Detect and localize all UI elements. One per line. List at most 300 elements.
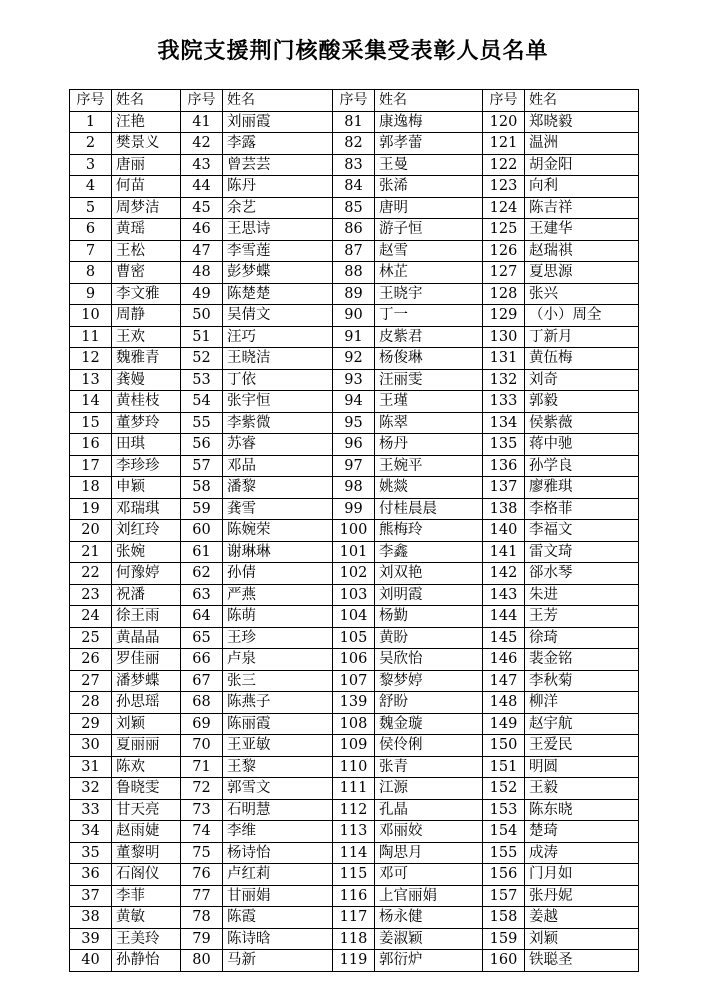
person-name-cell: 孙倩	[223, 563, 333, 585]
person-name-cell: 舒盼	[375, 692, 483, 714]
serial-number-cell: 131	[483, 348, 525, 370]
person-name-cell: 李紫微	[223, 412, 333, 434]
serial-number-cell: 7	[70, 240, 112, 262]
table-row	[70, 584, 639, 606]
serial-number-cell: 55	[181, 412, 223, 434]
serial-number-cell: 25	[70, 627, 112, 649]
header-name: 姓名	[223, 90, 333, 112]
serial-number-cell: 70	[181, 735, 223, 757]
serial-number-cell: 121	[483, 133, 525, 155]
serial-number-cell: 53	[181, 369, 223, 391]
serial-number-cell: 122	[483, 154, 525, 176]
serial-number-cell: 79	[181, 928, 223, 950]
serial-number-cell: 143	[483, 584, 525, 606]
serial-number-cell: 82	[333, 133, 375, 155]
table-row	[70, 563, 639, 585]
serial-number-cell: 158	[483, 907, 525, 929]
person-name-cell: 向利	[525, 176, 639, 198]
person-name-cell: 柳洋	[525, 692, 639, 714]
serial-number-cell: 10	[70, 305, 112, 327]
person-name-cell: 黄瑶	[112, 219, 181, 241]
serial-number-cell: 68	[181, 692, 223, 714]
serial-number-cell: 155	[483, 842, 525, 864]
person-name-cell: 卢泉	[223, 649, 333, 671]
serial-number-cell: 41	[181, 111, 223, 133]
serial-number-cell: 144	[483, 606, 525, 628]
serial-number-cell: 110	[333, 756, 375, 778]
serial-number-cell: 160	[483, 950, 525, 972]
person-name-cell: 杨丹	[375, 434, 483, 456]
person-name-cell: 黄桂枝	[112, 391, 181, 413]
person-name-cell: 严燕	[223, 584, 333, 606]
person-name-cell: 魏金璇	[375, 713, 483, 735]
person-name-cell: 张三	[223, 670, 333, 692]
serial-number-cell: 117	[333, 907, 375, 929]
person-name-cell: 张婉	[112, 541, 181, 563]
serial-number-cell: 139	[333, 692, 375, 714]
person-name-cell: 王曼	[375, 154, 483, 176]
serial-number-cell: 115	[333, 864, 375, 886]
serial-number-cell: 145	[483, 627, 525, 649]
header-name: 姓名	[525, 90, 639, 112]
table-row	[70, 391, 639, 413]
person-name-cell: 何豫婷	[112, 563, 181, 585]
serial-number-cell: 108	[333, 713, 375, 735]
person-name-cell: 吴倩文	[223, 305, 333, 327]
person-name-cell: 黄伍梅	[525, 348, 639, 370]
person-name-cell: 张丹妮	[525, 885, 639, 907]
serial-number-cell: 156	[483, 864, 525, 886]
person-name-cell: 郤水琴	[525, 563, 639, 585]
person-name-cell: 皮紫君	[375, 326, 483, 348]
person-name-cell: 苏睿	[223, 434, 333, 456]
person-name-cell: 王黎	[223, 756, 333, 778]
serial-number-cell: 17	[70, 455, 112, 477]
person-name-cell: 黄盼	[375, 627, 483, 649]
serial-number-cell: 127	[483, 262, 525, 284]
person-name-cell: 汪巧	[223, 326, 333, 348]
person-name-cell: 甘丽娟	[223, 885, 333, 907]
serial-number-cell: 43	[181, 154, 223, 176]
person-name-cell: 裴金铭	[525, 649, 639, 671]
table-row	[70, 111, 639, 133]
serial-number-cell: 42	[181, 133, 223, 155]
person-name-cell: 陶思月	[375, 842, 483, 864]
person-name-cell: 甘天亮	[112, 799, 181, 821]
serial-number-cell: 50	[181, 305, 223, 327]
person-name-cell: 孔晶	[375, 799, 483, 821]
person-name-cell: 陈欢	[112, 756, 181, 778]
serial-number-cell: 29	[70, 713, 112, 735]
serial-number-cell: 89	[333, 283, 375, 305]
serial-number-cell: 118	[333, 928, 375, 950]
person-name-cell: 陈丹	[223, 176, 333, 198]
serial-number-cell: 18	[70, 477, 112, 499]
person-name-cell: 王晓宇	[375, 283, 483, 305]
person-name-cell: 陈翠	[375, 412, 483, 434]
person-name-cell: 陈诗晗	[223, 928, 333, 950]
serial-number-cell: 4	[70, 176, 112, 198]
serial-number-cell: 3	[70, 154, 112, 176]
table-row	[70, 434, 639, 456]
table-row	[70, 133, 639, 155]
serial-number-cell: 27	[70, 670, 112, 692]
serial-number-cell: 33	[70, 799, 112, 821]
person-name-cell: 吴欣怡	[375, 649, 483, 671]
person-name-cell: 刘双艳	[375, 563, 483, 585]
serial-number-cell: 65	[181, 627, 223, 649]
person-name-cell: 李格菲	[525, 498, 639, 520]
serial-number-cell: 62	[181, 563, 223, 585]
person-name-cell: 申颖	[112, 477, 181, 499]
serial-number-cell: 85	[333, 197, 375, 219]
serial-number-cell: 48	[181, 262, 223, 284]
serial-number-cell: 40	[70, 950, 112, 972]
table-row	[70, 928, 639, 950]
person-name-cell: 杨勤	[375, 606, 483, 628]
serial-number-cell: 120	[483, 111, 525, 133]
person-name-cell: 王珍	[223, 627, 333, 649]
person-name-cell: 王亚敏	[223, 735, 333, 757]
serial-number-cell: 60	[181, 520, 223, 542]
person-name-cell: 汪丽雯	[375, 369, 483, 391]
person-name-cell: 王建华	[525, 219, 639, 241]
table-row	[70, 778, 639, 800]
person-name-cell: （小）周全	[525, 305, 639, 327]
person-name-cell: 魏雅青	[112, 348, 181, 370]
person-name-cell: 唐明	[375, 197, 483, 219]
person-name-cell: 赵宇航	[525, 713, 639, 735]
serial-number-cell: 113	[333, 821, 375, 843]
serial-number-cell: 47	[181, 240, 223, 262]
serial-number-cell: 21	[70, 541, 112, 563]
person-name-cell: 门月如	[525, 864, 639, 886]
person-name-cell: 田琪	[112, 434, 181, 456]
serial-number-cell: 148	[483, 692, 525, 714]
person-name-cell: 王瑾	[375, 391, 483, 413]
serial-number-cell: 26	[70, 649, 112, 671]
table-row	[70, 477, 639, 499]
serial-number-cell: 31	[70, 756, 112, 778]
person-name-cell: 祝潘	[112, 584, 181, 606]
serial-number-cell: 35	[70, 842, 112, 864]
serial-number-cell: 77	[181, 885, 223, 907]
serial-number-cell: 57	[181, 455, 223, 477]
serial-number-cell: 28	[70, 692, 112, 714]
serial-number-cell: 66	[181, 649, 223, 671]
table-row	[70, 305, 639, 327]
serial-number-cell: 154	[483, 821, 525, 843]
person-name-cell: 李菲	[112, 885, 181, 907]
serial-number-cell: 147	[483, 670, 525, 692]
person-name-cell: 张兴	[525, 283, 639, 305]
person-name-cell: 徐王雨	[112, 606, 181, 628]
serial-number-cell: 22	[70, 563, 112, 585]
serial-number-cell: 30	[70, 735, 112, 757]
honoree-table	[69, 89, 639, 972]
person-name-cell: 雷文琦	[525, 541, 639, 563]
header-name: 姓名	[112, 90, 181, 112]
serial-number-cell: 91	[333, 326, 375, 348]
person-name-cell: 江源	[375, 778, 483, 800]
person-name-cell: 姜越	[525, 907, 639, 929]
person-name-cell: 丁依	[223, 369, 333, 391]
serial-number-cell: 63	[181, 584, 223, 606]
person-name-cell: 李露	[223, 133, 333, 155]
person-name-cell: 郑晓毅	[525, 111, 639, 133]
serial-number-cell: 137	[483, 477, 525, 499]
person-name-cell: 李珍珍	[112, 455, 181, 477]
person-name-cell: 陈丽霞	[223, 713, 333, 735]
person-name-cell: 赵雨婕	[112, 821, 181, 843]
person-name-cell: 龚雪	[223, 498, 333, 520]
person-name-cell: 孙思瑶	[112, 692, 181, 714]
serial-number-cell: 44	[181, 176, 223, 198]
serial-number-cell: 71	[181, 756, 223, 778]
person-name-cell: 楚琦	[525, 821, 639, 843]
serial-number-cell: 51	[181, 326, 223, 348]
person-name-cell: 王毅	[525, 778, 639, 800]
serial-number-cell: 39	[70, 928, 112, 950]
serial-number-cell: 97	[333, 455, 375, 477]
serial-number-cell: 138	[483, 498, 525, 520]
person-name-cell: 李雪莲	[223, 240, 333, 262]
person-name-cell: 郭衍炉	[375, 950, 483, 972]
person-name-cell: 彭梦蝶	[223, 262, 333, 284]
header-no: 序号	[333, 90, 375, 112]
person-name-cell: 张青	[375, 756, 483, 778]
serial-number-cell: 46	[181, 219, 223, 241]
serial-number-cell: 134	[483, 412, 525, 434]
person-name-cell: 刘明霞	[375, 584, 483, 606]
table-row	[70, 176, 639, 198]
person-name-cell: 黄晶晶	[112, 627, 181, 649]
serial-number-cell: 69	[181, 713, 223, 735]
person-name-cell: 李文雅	[112, 283, 181, 305]
person-name-cell: 明圆	[525, 756, 639, 778]
serial-number-cell: 106	[333, 649, 375, 671]
serial-number-cell: 54	[181, 391, 223, 413]
serial-number-cell: 150	[483, 735, 525, 757]
person-name-cell: 鲁晓雯	[112, 778, 181, 800]
table-row	[70, 799, 639, 821]
serial-number-cell: 16	[70, 434, 112, 456]
serial-number-cell: 149	[483, 713, 525, 735]
person-name-cell: 唐丽	[112, 154, 181, 176]
person-name-cell: 周静	[112, 305, 181, 327]
person-name-cell: 曾芸芸	[223, 154, 333, 176]
table-row	[70, 283, 639, 305]
table-row	[70, 821, 639, 843]
serial-number-cell: 93	[333, 369, 375, 391]
serial-number-cell: 84	[333, 176, 375, 198]
serial-number-cell: 20	[70, 520, 112, 542]
person-name-cell: 朱进	[525, 584, 639, 606]
serial-number-cell: 90	[333, 305, 375, 327]
person-name-cell: 张浠	[375, 176, 483, 198]
serial-number-cell: 23	[70, 584, 112, 606]
person-name-cell: 侯伶俐	[375, 735, 483, 757]
person-name-cell: 董黎明	[112, 842, 181, 864]
person-name-cell: 蒋中驰	[525, 434, 639, 456]
serial-number-cell: 98	[333, 477, 375, 499]
serial-number-cell: 59	[181, 498, 223, 520]
table-row	[70, 262, 639, 284]
person-name-cell: 李鑫	[375, 541, 483, 563]
serial-number-cell: 2	[70, 133, 112, 155]
serial-number-cell: 76	[181, 864, 223, 886]
page-title: 我院支援荆门核酸采集受表彰人员名单	[157, 39, 549, 64]
serial-number-cell: 123	[483, 176, 525, 198]
table-row	[70, 541, 639, 563]
table-row	[70, 670, 639, 692]
person-name-cell: 游子恒	[375, 219, 483, 241]
serial-number-cell: 109	[333, 735, 375, 757]
person-name-cell: 李维	[223, 821, 333, 843]
table-row	[70, 498, 639, 520]
person-name-cell: 刘丽霞	[223, 111, 333, 133]
serial-number-cell: 9	[70, 283, 112, 305]
serial-number-cell: 14	[70, 391, 112, 413]
serial-number-cell: 152	[483, 778, 525, 800]
serial-number-cell: 5	[70, 197, 112, 219]
person-name-cell: 周梦洁	[112, 197, 181, 219]
person-name-cell: 王芳	[525, 606, 639, 628]
serial-number-cell: 125	[483, 219, 525, 241]
serial-number-cell: 13	[70, 369, 112, 391]
person-name-cell: 郭孝蕾	[375, 133, 483, 155]
person-name-cell: 陈吉祥	[525, 197, 639, 219]
table-row	[70, 756, 639, 778]
serial-number-cell: 49	[181, 283, 223, 305]
person-name-cell: 邓丽姣	[375, 821, 483, 843]
person-name-cell: 王美玲	[112, 928, 181, 950]
person-name-cell: 汪艳	[112, 111, 181, 133]
serial-number-cell: 140	[483, 520, 525, 542]
person-name-cell: 丁新月	[525, 326, 639, 348]
person-name-cell: 杨俊琳	[375, 348, 483, 370]
serial-number-cell: 96	[333, 434, 375, 456]
serial-number-cell: 74	[181, 821, 223, 843]
person-name-cell: 熊梅玲	[375, 520, 483, 542]
serial-number-cell: 126	[483, 240, 525, 262]
person-name-cell: 赵瑞祺	[525, 240, 639, 262]
serial-number-cell: 11	[70, 326, 112, 348]
serial-number-cell: 52	[181, 348, 223, 370]
serial-number-cell: 6	[70, 219, 112, 241]
serial-number-cell: 119	[333, 950, 375, 972]
serial-number-cell: 103	[333, 584, 375, 606]
person-name-cell: 胡金阳	[525, 154, 639, 176]
serial-number-cell: 80	[181, 950, 223, 972]
serial-number-cell: 114	[333, 842, 375, 864]
serial-number-cell: 92	[333, 348, 375, 370]
table-row	[70, 864, 639, 886]
serial-number-cell: 159	[483, 928, 525, 950]
table-row	[70, 692, 639, 714]
person-name-cell: 石阁仪	[112, 864, 181, 886]
person-name-cell: 石明慧	[223, 799, 333, 821]
person-name-cell: 余艺	[223, 197, 333, 219]
person-name-cell: 陈燕子	[223, 692, 333, 714]
serial-number-cell: 146	[483, 649, 525, 671]
serial-number-cell: 99	[333, 498, 375, 520]
serial-number-cell: 32	[70, 778, 112, 800]
table-row	[70, 885, 639, 907]
person-name-cell: 何苗	[112, 176, 181, 198]
serial-number-cell: 116	[333, 885, 375, 907]
person-name-cell: 王思诗	[223, 219, 333, 241]
person-name-cell: 侯紫薇	[525, 412, 639, 434]
serial-number-cell: 72	[181, 778, 223, 800]
person-name-cell: 赵雪	[375, 240, 483, 262]
person-name-cell: 姚燚	[375, 477, 483, 499]
serial-number-cell: 135	[483, 434, 525, 456]
person-name-cell: 陈婉荣	[223, 520, 333, 542]
person-name-cell: 谢琳琳	[223, 541, 333, 563]
person-name-cell: 康逸梅	[375, 111, 483, 133]
serial-number-cell: 124	[483, 197, 525, 219]
table-row	[70, 240, 639, 262]
person-name-cell: 丁一	[375, 305, 483, 327]
serial-number-cell: 94	[333, 391, 375, 413]
person-name-cell: 龚嫚	[112, 369, 181, 391]
person-name-cell: 陈东晓	[525, 799, 639, 821]
table-row	[70, 735, 639, 757]
table-row	[70, 455, 639, 477]
serial-number-cell: 136	[483, 455, 525, 477]
header-no: 序号	[70, 90, 112, 112]
person-name-cell: 刘奇	[525, 369, 639, 391]
table-row	[70, 520, 639, 542]
table-row	[70, 713, 639, 735]
serial-number-cell: 142	[483, 563, 525, 585]
serial-number-cell: 64	[181, 606, 223, 628]
person-name-cell: 潘梦蝶	[112, 670, 181, 692]
table-row	[70, 197, 639, 219]
header-name: 姓名	[375, 90, 483, 112]
table-row	[70, 950, 639, 972]
person-name-cell: 李福文	[525, 520, 639, 542]
person-name-cell: 廖雅琪	[525, 477, 639, 499]
serial-number-cell: 95	[333, 412, 375, 434]
table-row	[70, 606, 639, 628]
serial-number-cell: 102	[333, 563, 375, 585]
person-name-cell: 刘颖	[112, 713, 181, 735]
serial-number-cell: 67	[181, 670, 223, 692]
person-name-cell: 郭雪文	[223, 778, 333, 800]
serial-number-cell: 83	[333, 154, 375, 176]
person-name-cell: 董梦玲	[112, 412, 181, 434]
serial-number-cell: 129	[483, 305, 525, 327]
header-no: 序号	[181, 90, 223, 112]
person-name-cell: 孙学良	[525, 455, 639, 477]
serial-number-cell: 130	[483, 326, 525, 348]
header-no: 序号	[483, 90, 525, 112]
person-name-cell: 王晓洁	[223, 348, 333, 370]
person-name-cell: 罗佳丽	[112, 649, 181, 671]
serial-number-cell: 112	[333, 799, 375, 821]
person-name-cell: 杨诗怡	[223, 842, 333, 864]
serial-number-cell: 128	[483, 283, 525, 305]
person-name-cell: 姜淑颖	[375, 928, 483, 950]
serial-number-cell: 133	[483, 391, 525, 413]
table-row	[70, 907, 639, 929]
person-name-cell: 卢红莉	[223, 864, 333, 886]
serial-number-cell: 141	[483, 541, 525, 563]
serial-number-cell: 36	[70, 864, 112, 886]
person-name-cell: 温洲	[525, 133, 639, 155]
